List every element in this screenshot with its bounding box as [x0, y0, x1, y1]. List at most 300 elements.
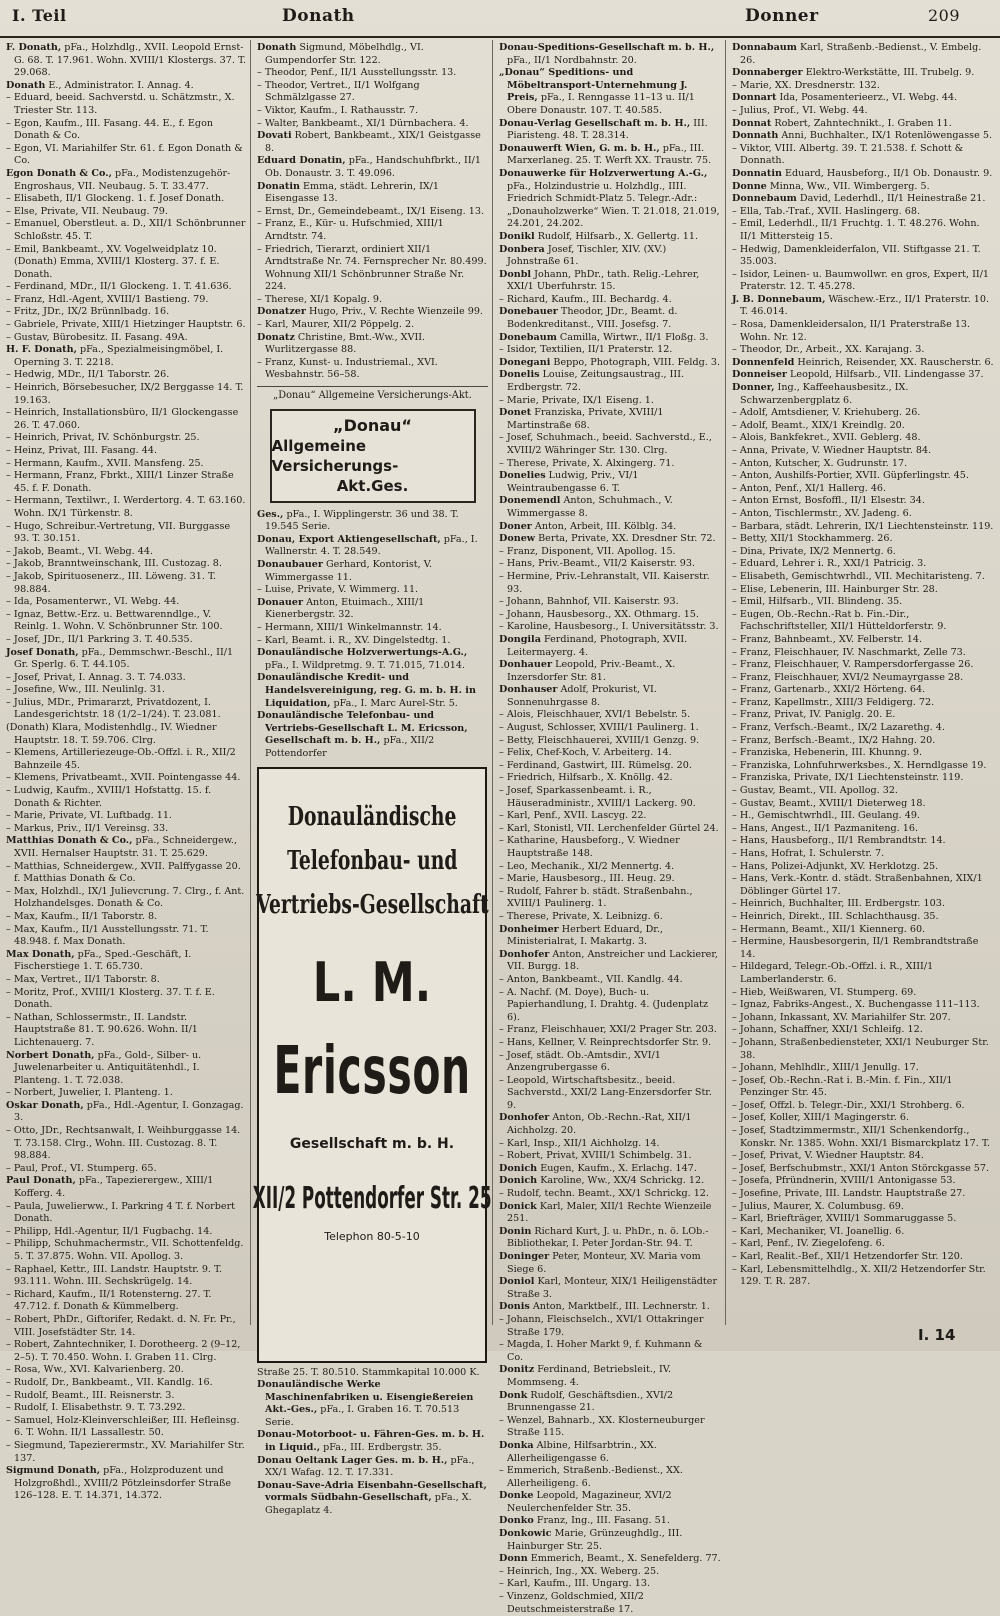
entry-name: Donne [732, 180, 767, 192]
directory-entry [257, 244, 488, 294]
entry-text: Theodor, JDr., Beamt. d. Bodenkreditanst., VIII. Josefsg. 7. [507, 306, 678, 331]
directory-entry [732, 1012, 996, 1025]
directory-entry [257, 118, 488, 131]
entry-text: Anton, Ob.-Rechn.-Rat, XII/1 Aichholzg. 20. [507, 1112, 692, 1137]
entry-name: Donatzer [257, 306, 306, 318]
entry-name: Donelies [499, 470, 546, 482]
directory-entry [6, 647, 246, 672]
entry-text: – Eduard, beeid. Sachverstd. u. Schätzmstr., X. Triester Str. 113. [6, 92, 235, 116]
directory-entry [6, 432, 246, 445]
entry-text: Louise, Zeitungsaustrag., III. Erdbergstr. 72. [507, 369, 685, 394]
directory-entry [499, 1339, 721, 1364]
directory-entry [732, 508, 996, 521]
directory-entry [732, 244, 996, 269]
entry-text: – Wenzel, Bahnarb., XX. Klosterneuburger Straße 115. [499, 1414, 705, 1439]
entry-name: Donhauer [499, 659, 553, 671]
entry-text: – Emil, Bankbeamt., XV. Vogelweidplatz 10. (Donath) Emma, XVIII/1 Klosterg. 37. f. E. Donath. [6, 243, 220, 280]
entry-text: – Ella, Tab.-Traf., XVII. Haslingerg. 68. [732, 205, 920, 217]
directory-entry [732, 697, 996, 710]
entry-name: Sigmund Donath, [6, 1465, 101, 1477]
entry-text: – Egon, VI. Mariahilfer Str. 61. f. Egon Donath & Co. [6, 142, 243, 167]
entry-text: Johann, PhDr., tath. Relig.-Lehrer, XXI/1 Uberfuhrstr. 15. [507, 268, 700, 293]
directory-entry [499, 546, 721, 559]
entry-text: Eduard, Hausbeforg., II/1 Ob. Donaustr. 9. [785, 167, 993, 179]
entry-text: – Josef, Sparkassenbeamt. i. R., Häuseradministr., XVIII/1 Lackerg. 90. [499, 785, 696, 809]
entry-text: – Hans, Kellner, V. Reinprechtsdorfer Str. 9. [499, 1036, 712, 1048]
entry-text: Karl, Maler, XII/1 Rechte Wienzeile 251. [507, 1200, 712, 1225]
entry-text: – A. Nachf. (M. Doye), Buch- u. Papierhandlung, I. Drahtg. 4. (Judenplatz 6). [499, 986, 709, 1023]
directory-entry [499, 835, 721, 860]
directory-entry [499, 1112, 721, 1137]
entry-text: – Leo, Mechanik., XI/2 Mennertg. 4. [499, 860, 675, 872]
directory-entry [732, 898, 996, 911]
entry-text: – Marie, XX. Dresdnerstr. 132. [732, 79, 880, 91]
directory-entry [499, 974, 721, 987]
directory-entry [257, 105, 488, 118]
directory-entry [499, 294, 721, 307]
directory-entry [6, 42, 246, 80]
entry-text: – Rudolf, techn. Beamt., XX/1 Schrickg. 12. [499, 1188, 709, 1200]
directory-entry [499, 722, 721, 735]
ad-ericsson-name: Ericsson [273, 1031, 471, 1109]
entry-text: Anton, Arbeit, III. Kölblg. 34. [534, 520, 677, 532]
directory-entry [499, 924, 721, 949]
entry-text: Ferdinand, Betriebsleit., IV. Mommseng. 4. [507, 1364, 672, 1388]
directory-entry [6, 1012, 246, 1050]
entry-text: – Johann, Inkassant, XV. Mariahilfer Str. 207. [732, 1011, 951, 1023]
directory-entry [499, 432, 721, 457]
entry-name: Donbl [499, 268, 532, 280]
directory-entry [6, 672, 246, 685]
entry-text: Wäschew.-Erz., II/1 Praterstr. 10. T. 46.014. [740, 293, 990, 318]
entry-text: Hugo, Priv., V. Rechte Wienzeile 99. [309, 306, 483, 318]
entry-name: Donnenfeld [732, 356, 795, 368]
entry-name: Donnabaum [732, 42, 797, 53]
entry-text: – Klemens, Artilleriezeuge-Ob.-Offzl. i. R., XII/2 Bahnzeile 45. [6, 747, 236, 771]
entry-text: – Franz, Kunst- u. Industriemal., XVI. Wesbahnstr. 56–58. [257, 356, 438, 381]
column-4 [726, 40, 1000, 1325]
entry-name: Donauer [257, 596, 304, 608]
entry-name: Max Donath, [6, 948, 75, 960]
directory-entry [732, 458, 996, 471]
entry-text: – Therese, Private, X. Alxingerg. 71. [499, 457, 675, 469]
entry-text: Anton, Anstreicher und Lackierer, VII. Burgg. 18. [507, 948, 718, 973]
entry-text: – Emanuel, Oberstleut. a. D., XII/1 Schönbrunner Schloßstr. 45. T. [6, 218, 246, 242]
directory-entry [257, 306, 488, 319]
entry-text: – Samuel, Holz-Kleinverschleißer, III. Hefleinsg. 6. T. Wohn. II/1 Lassallestr. 50. [6, 1414, 240, 1439]
entry-text: – Franz, Gartenarb., XXI/2 Hörteng. 64. [732, 684, 926, 696]
directory-entry [732, 558, 996, 571]
directory-entry [499, 810, 721, 823]
entry-name: Eduard Donatin, [257, 155, 346, 167]
directory-entry [732, 533, 996, 546]
directory-entry [6, 571, 246, 596]
directory-entry [6, 1465, 246, 1503]
directory-entry [6, 193, 246, 206]
directory-entry [257, 80, 488, 105]
ad-ericsson-line-3: Vertriebs-Gesellschaft [255, 889, 489, 920]
directory-entry [732, 344, 996, 357]
entry-text: – Betty, Fleischhauerei, XVIII/1 Genzg. 9. [499, 734, 700, 746]
entry-text: – Heinrich, Privat, IV. Schönburgstr. 25. [6, 432, 200, 444]
directory-entry [257, 1429, 488, 1454]
entry-text: – Matthias, Schneidergew., XVII. Palffygasse 20. f. Matthias Donath & Co. [6, 860, 241, 885]
entry-text: – Josef, Ob.-Rechn.-Rat i. B.-Min. f. Fin., XII/1 Penzinger Str. 45. [732, 1074, 953, 1099]
entry-text: Franziska, Private, XVIII/1 Martinstraße 68. [507, 407, 664, 431]
entry-text: – Elisabeth, Gemischtwrhdl., VII. Mechitaristeng. 7. [732, 570, 985, 582]
directory-entry [6, 319, 246, 332]
directory-entry [499, 244, 721, 269]
entry-text: Emmerich, Beamt., X. Senefelderg. 77. [530, 1553, 721, 1565]
entry-text: – Heinrich, Direkt., III. Schlachthausg. 35. [732, 910, 939, 922]
directory-entry [732, 1112, 996, 1125]
entry-name: Dovati [257, 130, 292, 142]
directory-entry [257, 294, 488, 307]
entry-text: pFa., I. Wildpretmg. 9. T. 71.015, 71.014. [265, 659, 466, 671]
entry-text: – Karl, Insp., XII/1 Aichholzg. 14. [499, 1137, 660, 1149]
entry-text: III. Piaristeng. 48. T. 28.314. [507, 117, 708, 142]
entry-name: H. F. Donath, [6, 344, 77, 356]
directory-entry [732, 130, 996, 143]
entry-text: pFa., I. Graben 16. T. 70.513 Serie. [265, 1404, 460, 1428]
entry-text: – Emmerich, Straßenb.-Bedienst., XX. Allerheiligeng. 6. [499, 1465, 683, 1489]
entry-text: Karoline, Ww., XX/4 Schrickg. 12. [540, 1175, 705, 1187]
entry-text: – Magda, I. Hoher Markt 9, f. Kuhmann & Co. [499, 1339, 703, 1363]
directory-entry [732, 936, 996, 961]
ad-donau-line-1: „Donau“ [333, 415, 412, 435]
directory-entry [732, 168, 996, 181]
directory-entry [6, 987, 246, 1012]
entry-name: Donau Oeltank Lager Ges. m. b. H., [257, 1454, 448, 1466]
directory-entry [499, 143, 721, 168]
directory-entry [732, 1100, 996, 1113]
directory-entry [732, 80, 996, 93]
directory-entry [257, 155, 488, 180]
entry-text: – Therese, XI/1 Kopalg. 9. [257, 293, 383, 305]
directory-entry [499, 1301, 721, 1314]
entry-text: – Ignaz, Fabriks-Angest., X. Buchengasse 111–113. [732, 999, 980, 1011]
entry-text: – Hans, Angest., II/1 Pazmaniteng. 16. [732, 822, 919, 834]
entry-text: – Heinrich, Ing., XX. Weberg. 25. [499, 1565, 660, 1577]
entry-text: – Ferdinand, MDr., II/1 Glockeng. 1. T. 41.636. [6, 281, 232, 293]
directory-entry [732, 961, 996, 986]
entry-text: pFa., Handschuhfbrkt., II/1 Ob. Donaustr. 3. T. 49.096. [265, 155, 481, 179]
directory-entry [732, 747, 996, 760]
entry-text: (Donath) Klara, Modistenhdlg., IV. Wiedner Hauptstr. 18. T. 59.706. Clrg. [6, 722, 217, 746]
directory-entry [6, 369, 246, 382]
directory-entry [499, 357, 721, 370]
entry-text: – Siegmund, Tapezierermstr., XV. Mariahilfer Str. 137. [6, 1439, 245, 1464]
entry-text: – Anton, Tischlermstr., XV. Jadeng. 6. [732, 507, 912, 519]
ad-ericsson-company-form: Gesellschaft m. b. H. [289, 1135, 455, 1152]
entry-text: – Anton, Aushilfs-Portier, XVII. Güpferlingstr. 45. [732, 470, 969, 482]
directory-entry [257, 1480, 488, 1518]
entry-text: – Hermine, Hausbesorgerin, II/1 Rembrandtstraße 14. [732, 936, 979, 960]
entry-text: – Hans, Priv.-Beamt., VII/2 Kaiserstr. 93. [499, 558, 696, 570]
entry-text: pFa., Holzindustrie u. Holzhdlg., IIII. Friedrich Schmidt-Platz 5. Telegr.-Adr.: „Donauholzwerke“ Wien. T. 21.018, 21.019, 24.201, 24.202. [507, 180, 720, 230]
entry-text: Minna, Ww., VII. Wimbergerg. 5. [769, 180, 930, 192]
entry-text: – Otto, JDr., Rechtsanwalt, I. Weihburggasse 14. T. 73.158. Clrg., Wohn. III. Custozag. 8. T. 98.884. [6, 1125, 241, 1162]
directory-entry [499, 621, 721, 634]
entry-text: – Ludwig, Kaufm., XVIII/1 Hofstattg. 15. f. Donath & Richter. [6, 785, 212, 809]
entry-name: Doninger [499, 1251, 550, 1262]
entry-text: – Karl, Briefträger, XVIII/1 Sommaruggasse 5. [732, 1213, 957, 1225]
entry-name: Donath [257, 42, 297, 53]
entry-text: – Jakob, Spirituosenerz., III. Löweng. 31. T. 98.884. [6, 570, 217, 595]
directory-entry [499, 785, 721, 810]
directory-entry [732, 1238, 996, 1251]
entry-text: – Raphael, Kettr., III. Landstr. Hauptstr. 9. T. 93.111. Wohn. III. Sechskrügelg. 14. [6, 1263, 223, 1288]
entry-name: Donhofer [499, 948, 550, 960]
entry-text: pFa., I. Marc Aurel-Str. 5. [333, 697, 458, 709]
entry-text: pFa., XX/1 Wafag. 12. T. 17.331. [265, 1454, 475, 1479]
entry-text: – Alois, Fleischhauer, XVI/1 Bebelstr. 5. [499, 709, 691, 721]
entry-text: – Hans, Verk.-Kontr. d. städt. Straßenbahnen, XIX/1 Döblinger Gürtel 17. [732, 873, 983, 897]
directory-entry [732, 546, 996, 559]
entry-name: Donnatin [732, 167, 782, 179]
entry-name: Donkowic [499, 1528, 552, 1540]
directory-entry [257, 584, 488, 597]
entry-text: – Franz, Verfsch.-Beamt., IX/2 Lazarethg. 4. [732, 722, 945, 734]
entry-text: – Josef, Berfschubmstr., XXI/1 Anton Störckgasse 57. [732, 1162, 990, 1174]
directory-entry [732, 470, 996, 483]
directory-entry [499, 987, 721, 1025]
entry-text: – Josefine, Ww., III. Neulinlg. 31. [6, 684, 166, 696]
entry-text: Sigmund, Möbelhdlg., VI. Gumpendorfer Str. 122. [265, 42, 424, 66]
entry-text: – Barbara, städt. Lehrerin, IX/1 Liechtensteinstr. 119. [732, 520, 994, 532]
directory-entry [499, 596, 721, 609]
entry-name: Donnebaum [732, 193, 797, 205]
directory-entry [6, 294, 246, 307]
entry-text: – Norbert, Juwelier, I. Planteng. 1. [6, 1087, 173, 1099]
directory-entry [6, 281, 246, 294]
directory-entry [6, 1364, 246, 1377]
entry-text: – Anton, Bankbeamt., VII. Kandlg. 44. [499, 973, 683, 985]
entry-name: Ges., [257, 508, 284, 520]
directory-entry [6, 886, 246, 911]
entry-text: – Jakob, Branntweinschank, III. Custozag. 8. [6, 558, 222, 570]
directory-entry [499, 911, 721, 924]
directory-entry [732, 319, 996, 344]
directory-entry [499, 1188, 721, 1201]
entry-name: Dongila [499, 633, 541, 645]
entry-text: – Robert, Privat, XVIII/1 Schimbelg. 31. [499, 1150, 692, 1162]
entry-text: Christine, Bmt.-Ww., XVII. Wurlitzergasse 88. [265, 331, 426, 356]
entry-text: – Ernst, Dr., Gemeindebeamt., IX/1 Eiseng. 13. [257, 205, 485, 217]
entry-text: – Rudolf, Fahrer b. städt. Straßenbahn., XVIII/1 Paulinerg. 1. [499, 885, 693, 910]
directory-entry [732, 760, 996, 773]
directory-entry [732, 105, 996, 118]
directory-entry [257, 710, 488, 760]
directory-entry [6, 80, 246, 93]
entry-text: – Luise, Private, V. Wimmerg. 11. [257, 584, 419, 596]
directory-entry [257, 647, 488, 672]
directory-entry [499, 1037, 721, 1050]
entry-text: – Franz, Privat, IV. Paniglg. 20. E. [732, 709, 896, 721]
directory-entry [732, 420, 996, 433]
directory-entry [732, 1062, 996, 1075]
entry-text: Emma, städt. Lehrerin, IX/1 Eisengasse 13. [265, 180, 440, 205]
directory-entry [732, 407, 996, 420]
directory-entry [257, 206, 488, 219]
directory-entry [6, 596, 246, 609]
directory-entry [6, 1289, 246, 1314]
right-running-head: Donner [745, 6, 819, 26]
entry-text: Beppo, Photograph, VIII. Feldg. 3. [553, 356, 721, 368]
entry-text: pFa., II/1 Nordbahnstr. 20. [507, 54, 637, 66]
directory-entry [732, 861, 996, 874]
entry-name: Donbera [499, 243, 545, 255]
entry-text: – Josef, städt. Ob.-Amtsdir., XVI/1 Anzengrubergasse 6. [499, 1049, 661, 1074]
entry-text: – Franziska, Hebenerin, III. Khunng. 9. [732, 747, 923, 759]
directory-entry [6, 244, 246, 282]
entry-text: – Franz, Berfsch.-Beamt., IX/2 Hahng. 20. [732, 734, 936, 746]
entry-text: – Paula, Juwelierww., I. Parkring 4 T. f. Norbert Donath. [6, 1200, 236, 1225]
entry-text: – Hermann, Beamt., XII/1 Kiennerg. 60. [732, 923, 926, 935]
entry-text: – Marie, Hausbesorg., III. Heug. 29. [499, 873, 675, 885]
directory-entry [499, 1251, 721, 1276]
entry-text: – Rudolf, Beamt., III. Reisnerstr. 3. [6, 1389, 175, 1401]
part-label: I. Teil [12, 6, 67, 25]
directory-entry [257, 635, 488, 648]
entry-text: – H., Gemischtwrhdl., III. Geulang. 49. [732, 810, 920, 822]
entry-text: Ludwig, Priv., VI/1 Weintraubengasse 6. T. [507, 470, 639, 494]
entry-text: – Elisabeth, II/1 Glockeng. 1. f. Josef Donath. [6, 193, 225, 205]
entry-text: – Heinz, Privat, III. Fasang. 44. [6, 445, 158, 456]
entry-text: Robert, Zahntechnikt., I. Graben 11. [774, 117, 952, 129]
entry-text: – Eduard, Lehrer i. R., XXI/1 Patricig. 3. [732, 558, 927, 570]
entry-text: pFa., X. Ghegaplatz 4. [265, 1492, 472, 1517]
directory-entry [732, 1264, 996, 1289]
directory-entry [6, 1163, 246, 1176]
entry-text: Franz, Ing., III. Fasang. 51. [536, 1515, 670, 1527]
entry-text: – Rudolf, I. Elisabethstr. 9. T. 73.292. [6, 1402, 186, 1414]
entry-name: Egon Donath & Co., [6, 167, 112, 179]
directory-entry [6, 609, 246, 634]
entry-text: – Leopold, Wirtschaftsbesitz., beeid. Sachverstd., XXI/2 Lang-Enzersdorfer Str. 9. [499, 1074, 712, 1111]
entry-text: – Friedrich, Tierarzt, ordiniert XII/1 Arndtstraße Nr. 74. Fernsprecher Nr. 80.499. Wohnung XII/1 Schönbrunner Straße Nr. 224. [257, 243, 487, 293]
directory-entry [499, 1566, 721, 1579]
directory-entry [732, 432, 996, 445]
entry-text: – Johann, Straßenbediensteter, XXI/1 Neuburger Str. 38. [732, 1036, 989, 1061]
directory-entry [732, 785, 996, 798]
ad-donau-line-2: Allgemeine Versicherungs- [271, 436, 399, 475]
directory-entry [499, 1024, 721, 1037]
column-3 [493, 40, 726, 1615]
entry-text: Straße 25. T. 80.510. Stammkapital 10.000 K. [257, 1366, 480, 1378]
directory-entry [6, 206, 246, 219]
directory-entry [732, 848, 996, 861]
column-2 [251, 40, 493, 1517]
entry-name: Donauwerke für Holzverwertung A.-G., [499, 167, 708, 179]
directory-entry [257, 319, 488, 332]
entry-text: – Therese, Private, X. Leibnizg. 6. [499, 910, 663, 922]
directory-entry [732, 672, 996, 685]
donau-insurance-advertisement [270, 409, 476, 503]
entry-text: – Gustav, Beamt., VII. Apollog. 32. [732, 785, 898, 797]
directory-entry [6, 1226, 246, 1239]
directory-entry [499, 1591, 721, 1616]
entry-text: – Franz, Disponent, VII. Apollog. 15. [499, 545, 676, 557]
column-1 [0, 40, 251, 1502]
entry-text: – Karl, Lebensmittelhdlg., X. XII/2 Hetzendorfer Str. 129. T. R. 287. [732, 1263, 986, 1288]
entry-name: Donelis [499, 369, 540, 381]
directory-entry [499, 684, 721, 709]
entry-text: – Rudolf, Dr., Bankbeamt., VII. Kandlg. 16. [6, 1376, 213, 1388]
entry-text: – Max, Kaufm., II/1 Taborstr. 8. [6, 910, 158, 922]
entry-text: – Karoline, Hausbesorg., I. Universitätsstr. 3. [499, 621, 719, 633]
directory-entry [732, 1075, 996, 1100]
directory-entry [732, 1226, 996, 1239]
directory-entry [499, 634, 721, 659]
entry-text: pFa., III. Marxerlaneg. 25. T. Werft XX. Traustr. 75. [507, 142, 712, 167]
entry-name: Donemendl [499, 495, 561, 507]
directory-entry [257, 67, 488, 80]
entry-name: Donn [499, 1553, 528, 1565]
entry-text: – Franz, Hdl.-Agent, XVIII/1 Bastieng. 79. [6, 293, 209, 305]
directory-entry [6, 1377, 246, 1390]
entry-text: Eugen, Kaufm., X. Erlachg. 147. [540, 1162, 697, 1174]
directory-entry [6, 861, 246, 886]
directory-entry [732, 294, 996, 319]
directory-entry [499, 118, 721, 143]
directory-entry [732, 911, 996, 924]
directory-entry [499, 1175, 721, 1188]
entry-text: – Theodor, Dr., Arbeit., XX. Karajang. 3. [732, 344, 925, 356]
directory-entry [499, 1465, 721, 1490]
entry-text: – Hermann, Franz, Fbrkt., XIII/1 Linzer Straße 45. f. F. Donath. [6, 470, 234, 494]
column-2-bottom-entries [257, 1367, 488, 1518]
entry-text: pFa., I. Renngasse 11–13 u. II/1 Obere Donaustr. 107. T. 40.585. [507, 92, 695, 116]
entry-name: Doner [499, 520, 532, 532]
directory-entry [257, 332, 488, 357]
entry-text: – Klemens, Privatbeamt., XVII. Pointengasse 44. [6, 772, 241, 784]
directory-entry [499, 558, 721, 571]
entry-text: – Karl, Beamt. i. R., XV. Dingelstedtg. 1. [257, 634, 451, 646]
directory-entry [6, 835, 246, 860]
entry-name: „Donau“ Speditions- und Möbeltransport-Unternehmung J. Preis, [499, 67, 688, 104]
ad-ericsson-initials: L. M. [312, 950, 432, 1014]
entry-text: – Hugo, Schreibur.-Vertretung, VII. Burggasse 93. T. 30.151. [6, 520, 231, 545]
entry-text: Adolf, Prokurist, VI. Sonnenuhrgasse 8. [507, 684, 657, 708]
entry-text: Richard Kurt, J. u. PhDr., n. ö. LOb.-Bibliothekar, I. Peter Jordan-Str. 94. T. [507, 1225, 709, 1250]
directory-entry [6, 218, 246, 243]
entry-text: – Julius, MDr., Primararzt, Privatdozent, I. Landesgerichtstr. 18 (1/2–1/24). T. 23.081. [6, 696, 221, 721]
entry-text: – Josef, JDr., II/1 Parkring 3. T. 40.535. [6, 633, 193, 645]
entry-text: – Karl, Mechaniker, VI. Joanellig. 6. [732, 1225, 905, 1237]
directory-entry [6, 1390, 246, 1403]
directory-entry [499, 1276, 721, 1301]
directory-entry [499, 1553, 721, 1566]
directory-entry [6, 1125, 246, 1163]
directory-entry [499, 470, 721, 495]
entry-text: Marie, Grünzeughdlg., III. Hainburger Str. 25. [507, 1528, 683, 1552]
entry-text: – Josef, Stadtzimmermstr., XII/1 Schenkendorfg., Konskr. Nr. 1385. Wohn. XXI/1 Bismarckplatz 17. T. [732, 1125, 990, 1149]
directory-entry [499, 458, 721, 471]
entry-text: – Katharine, Hausbeforg., V. Wiedner Hauptstraße 148. [499, 835, 680, 859]
directory-entry [6, 772, 246, 785]
entry-text: Robert, Bankbeamt., XIX/1 Geistgasse 8. [265, 130, 481, 154]
entry-text: – Marie, Private, VI. Luftbadg. 11. [6, 810, 172, 822]
directory-entry [732, 647, 996, 660]
entry-name: Norbert Donath, [6, 1049, 95, 1061]
entry-text: – Dina, Private, IX/2 Mennertg. 6. [732, 545, 896, 557]
entry-text: pFa., III. Erdbergstr. 35. [323, 1442, 442, 1454]
entry-text: Herbert Eduard, Dr., Ministerialrat, I. Makartg. 3. [507, 923, 663, 948]
entry-text: – Max, Vertret., II/1 Taborstr. 8. [6, 973, 160, 985]
entry-text: – Fritz, JDr., IX/2 Brünnlbadg. 16. [6, 306, 170, 318]
entry-text: Karl, Straßenb.-Bedienst., V. Embelg. 26. [740, 42, 982, 66]
